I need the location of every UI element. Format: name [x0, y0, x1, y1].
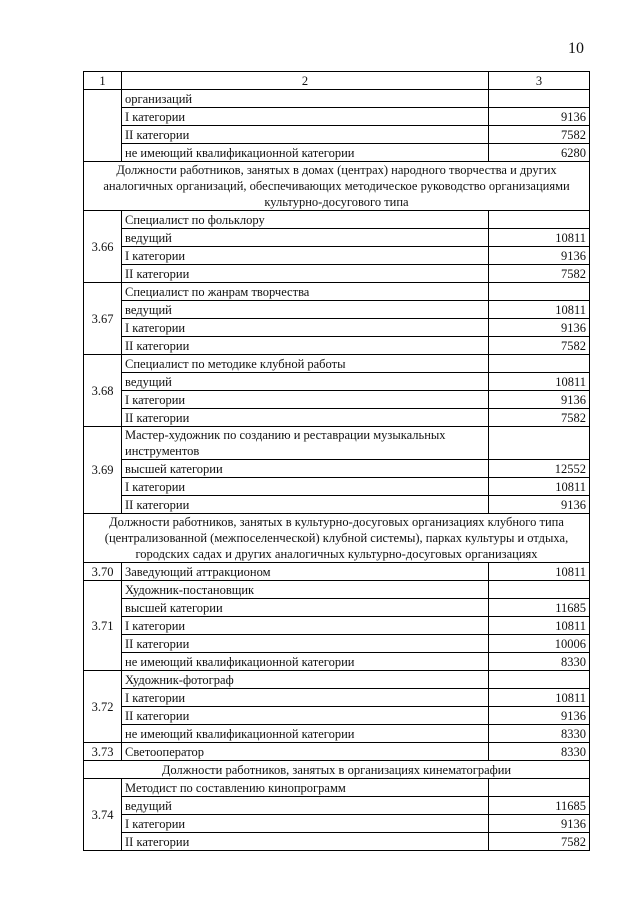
position-title: Специалист по методике клубной работы: [122, 355, 489, 373]
position-title: Художник-постановщик: [122, 581, 489, 599]
position-category: I категории: [122, 247, 489, 265]
page-number: 10: [568, 40, 584, 57]
item-number: 3.74: [84, 779, 122, 851]
salary-value: 7582: [489, 337, 590, 355]
table-row: [84, 229, 590, 247]
salary-value: 11685: [489, 797, 590, 815]
salary-value: 9136: [489, 496, 590, 514]
position-category: ведущий: [122, 229, 489, 247]
section-heading: Должности работников, занятых в культурно-досуговых организациях клубного типа (централизованной (межпоселенческой) клубной системы), парках культуры и отдыха, городских садах и других аналогичных культурно-досуговых организациях: [84, 514, 590, 563]
position-category: II категории: [122, 496, 489, 514]
section-heading-row: [84, 761, 590, 779]
salary-value: 10811: [489, 689, 590, 707]
position-category: I категории: [122, 391, 489, 409]
item-number: 3.66: [84, 211, 122, 283]
salary-value: [489, 355, 590, 373]
table-row: [84, 283, 590, 301]
table-row: [84, 319, 590, 337]
table-row: [84, 743, 590, 761]
table-row: [84, 563, 590, 581]
position-title: Мастер-художник по созданию и реставрации музыкальных инструментов: [122, 427, 489, 460]
position-title: организаций: [122, 90, 489, 108]
salary-value: 9136: [489, 707, 590, 725]
salary-value: 9136: [489, 319, 590, 337]
section-heading: Должности работников, занятых в домах (центрах) народного творчества и других аналогичных организаций, обеспечивающих методическое руководство организациями культурно-досугового типа: [84, 162, 590, 211]
salary-value: 7582: [489, 833, 590, 851]
table-row: [84, 265, 590, 283]
salary-value: 7582: [489, 126, 590, 144]
table-row: [84, 301, 590, 319]
salary-value: 10006: [489, 635, 590, 653]
salary-value: 9136: [489, 247, 590, 265]
table-row: [84, 617, 590, 635]
item-number: [84, 90, 122, 162]
salary-value: 9136: [489, 391, 590, 409]
salary-value: [489, 581, 590, 599]
table-row: [84, 108, 590, 126]
table-row: [84, 635, 590, 653]
position-category: высшей категории: [122, 599, 489, 617]
position-category: I категории: [122, 478, 489, 496]
table-row: [84, 833, 590, 851]
table-row: [84, 144, 590, 162]
position-category: II категории: [122, 337, 489, 355]
item-number: 3.70: [84, 563, 122, 581]
salary-value: 9136: [489, 108, 590, 126]
section-heading-row: [84, 514, 590, 563]
item-number: 3.71: [84, 581, 122, 671]
salary-value: 7582: [489, 409, 590, 427]
table-row: [84, 460, 590, 478]
salary-value: [489, 671, 590, 689]
table-row: [84, 373, 590, 391]
position-title: Методист по составлению кинопрограмм: [122, 779, 489, 797]
table-row: [84, 815, 590, 833]
salary-value: 6280: [489, 144, 590, 162]
salary-value: 10811: [489, 301, 590, 319]
table-row: [84, 671, 590, 689]
table-row: [84, 247, 590, 265]
table-row: [84, 779, 590, 797]
header-col-2: 2: [122, 72, 489, 90]
salary-table: [83, 71, 590, 851]
salary-value: 8330: [489, 743, 590, 761]
table-row: [84, 599, 590, 617]
position-title: Светооператор: [122, 743, 489, 761]
position-category: не имеющий квалификационной категории: [122, 725, 489, 743]
salary-value: [489, 283, 590, 301]
salary-value: 9136: [489, 815, 590, 833]
table-row: [84, 355, 590, 373]
item-number: 3.68: [84, 355, 122, 427]
table-row: [84, 409, 590, 427]
table-row: [84, 126, 590, 144]
item-number: 3.67: [84, 283, 122, 355]
table-row: [84, 478, 590, 496]
table-body: [84, 90, 590, 851]
table-row: [84, 427, 590, 460]
position-category: I категории: [122, 108, 489, 126]
position-category: ведущий: [122, 797, 489, 815]
position-category: ведущий: [122, 373, 489, 391]
table-row: [84, 581, 590, 599]
position-category: I категории: [122, 617, 489, 635]
position-title: Специалист по фольклору: [122, 211, 489, 229]
section-heading: Должности работников, занятых в организациях кинематографии: [84, 761, 590, 779]
salary-value: 8330: [489, 653, 590, 671]
position-category: II категории: [122, 707, 489, 725]
salary-value: 11685: [489, 599, 590, 617]
table-row: [84, 797, 590, 815]
salary-value: [489, 90, 590, 108]
salary-value: [489, 779, 590, 797]
position-category: не имеющий квалификационной категории: [122, 653, 489, 671]
salary-value: 7582: [489, 265, 590, 283]
table-row: [84, 707, 590, 725]
position-title: Специалист по жанрам творчества: [122, 283, 489, 301]
table-row: [84, 391, 590, 409]
salary-value: [489, 427, 590, 460]
table-row: [84, 496, 590, 514]
position-category: I категории: [122, 815, 489, 833]
header-row: [84, 72, 590, 90]
table-row: [84, 90, 590, 108]
table-row: [84, 211, 590, 229]
position-category: не имеющий квалификационной категории: [122, 144, 489, 162]
item-number: 3.69: [84, 427, 122, 514]
salary-value: 10811: [489, 478, 590, 496]
section-heading-row: [84, 162, 590, 211]
position-category: I категории: [122, 319, 489, 337]
table-row: [84, 725, 590, 743]
position-category: II категории: [122, 409, 489, 427]
position-category: высшей категории: [122, 460, 489, 478]
header-col-3: 3: [489, 72, 590, 90]
table-row: [84, 689, 590, 707]
salary-value: 10811: [489, 617, 590, 635]
salary-value: 10811: [489, 373, 590, 391]
salary-value: 10811: [489, 563, 590, 581]
position-category: I категории: [122, 689, 489, 707]
salary-value: [489, 211, 590, 229]
position-category: II категории: [122, 635, 489, 653]
item-number: 3.73: [84, 743, 122, 761]
position-category: II категории: [122, 265, 489, 283]
header-col-1: 1: [84, 72, 122, 90]
position-category: ведущий: [122, 301, 489, 319]
item-number: 3.72: [84, 671, 122, 743]
position-title: Художник-фотограф: [122, 671, 489, 689]
table-row: [84, 337, 590, 355]
position-category: II категории: [122, 126, 489, 144]
salary-value: 10811: [489, 229, 590, 247]
salary-value: 12552: [489, 460, 590, 478]
position-title: Заведующий аттракционом: [122, 563, 489, 581]
table-row: [84, 653, 590, 671]
position-category: II категории: [122, 833, 489, 851]
salary-value: 8330: [489, 725, 590, 743]
